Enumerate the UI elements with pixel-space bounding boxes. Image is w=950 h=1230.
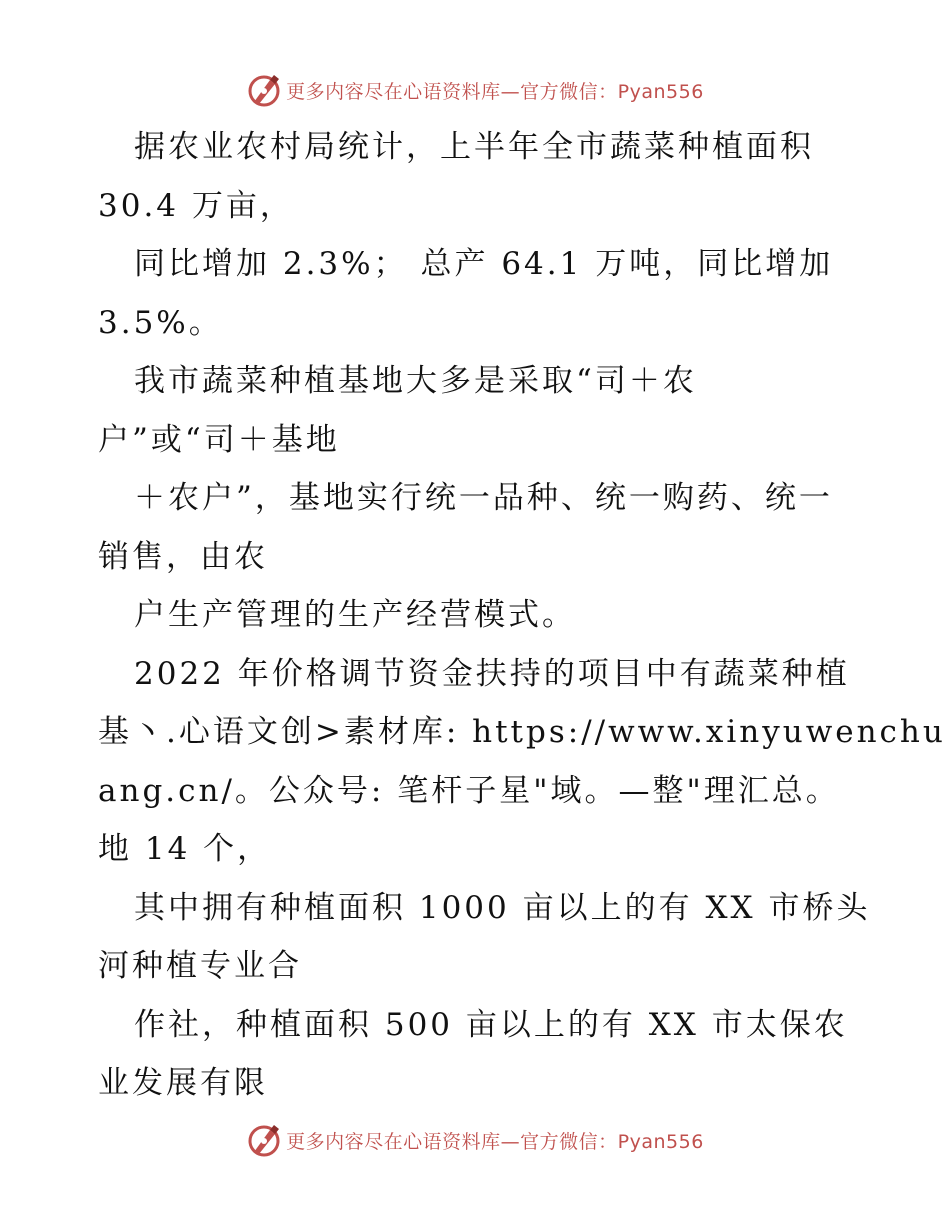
body-line: 作社，种植面积 500 亩以上的有 XX 市太保农 — [134, 1006, 848, 1043]
body-line: 同比增加 2.3%； 总产 64.1 万吨，同比增加 — [134, 246, 834, 282]
banner-text: 更多内容尽在心语资料库—官方微信：Pyan556 — [286, 80, 704, 103]
body-line: 户生产管理的生产经营模式。 — [134, 597, 576, 633]
body-line: 销售，由农 — [98, 538, 268, 575]
pen-circle-logo-icon — [246, 72, 282, 108]
body-line: 我市蔬菜种植基地大多是采取“司＋农 — [134, 363, 697, 399]
header-banner — [0, 70, 950, 110]
footer-banner — [0, 1120, 950, 1160]
body-line: 业发展有限 — [98, 1065, 268, 1101]
body-line: 户”或“司＋基地 — [98, 421, 340, 458]
body-line: 其中拥有种植面积 1000 亩以上的有 XX 市桥头 — [134, 889, 871, 926]
body-line: 地 14 个， — [98, 831, 272, 867]
body-line: 基丶.心语文创>素材库: https://www.xinyuwenchu — [98, 714, 946, 750]
body-line: ＋农户”，基地实行统一品种、统一购药、统一 — [134, 480, 833, 516]
body-line: 30.4 万亩， — [98, 187, 294, 224]
body-line: 2022 年价格调节资金扶持的项目中有蔬菜种植 — [134, 655, 850, 692]
body-line: 据农业农村局统计，上半年全市蔬菜种植面积 — [134, 129, 814, 165]
body-line: 河种植专业合 — [98, 948, 302, 984]
document-body — [98, 118, 946, 1113]
body-line: ang.cn/。公众号: 笔杆子星"域。—整"理汇总。 — [98, 772, 840, 809]
banner-text: 更多内容尽在心语资料库—官方微信：Pyan556 — [286, 1130, 704, 1153]
pen-circle-logo-icon — [246, 1122, 282, 1158]
body-line: 3.5%。 — [98, 304, 223, 341]
